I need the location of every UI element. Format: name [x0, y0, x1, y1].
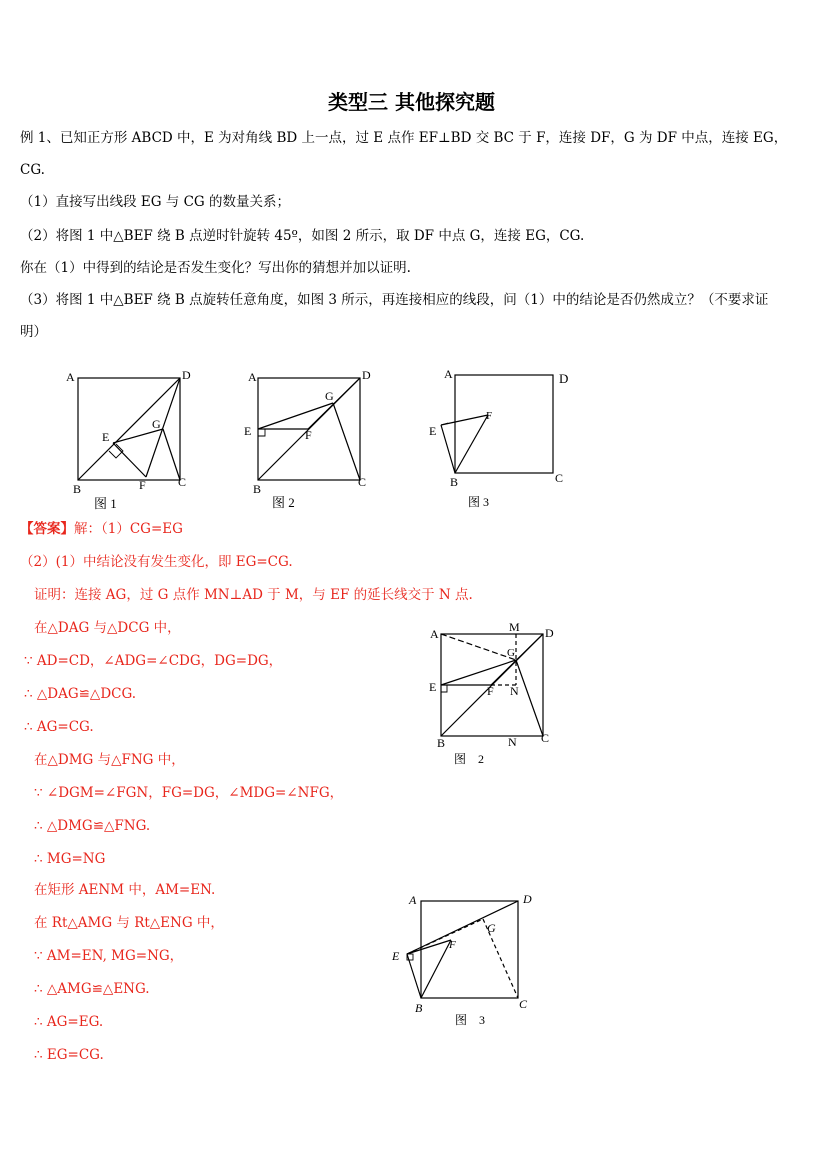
fig2b-label-d: D: [545, 626, 554, 640]
fig3-label-f: F: [486, 410, 493, 422]
answer-line: 在△DAG 与△DCG 中，: [34, 620, 181, 636]
answer-tag: 【答案】: [20, 521, 74, 537]
answer-line: ∵ ∠DGM=∠FGN，FG=DG，∠MDG=∠NFG，: [34, 785, 344, 801]
answer-first-line: [20, 519, 183, 539]
problem-line-1: 例 1、已知正方形 ABCD 中，E 为对角线 BD 上一点，过 E 点作 EF⊥BD 交 BC 于 F，连接 DF，G 为 DF 中点，连接 EG，: [20, 130, 788, 146]
fig1-label-a: A: [66, 370, 75, 384]
answer-line: ∴ AG=CG.: [24, 719, 94, 735]
figure-2: [240, 365, 380, 510]
question-3-line-1: （3）将图 1 中△BEF 绕 B 点旋转任意角度，如图 3 所示，再连接相应的线段，问（1）中的结论是否仍然成立？（不要求证: [20, 292, 769, 308]
fig1-label-c: C: [178, 475, 187, 489]
fig2-label-g: G: [325, 389, 334, 403]
fig1-label-g: G: [152, 417, 161, 431]
fig2b-caption: 图 2: [454, 752, 485, 766]
fig3b-label-g: G: [487, 921, 496, 935]
answer-line: ∵ AM=EN, MG=NG，: [34, 948, 184, 964]
fig2-label-e: E: [244, 424, 252, 438]
fig2b-label-a: A: [430, 627, 439, 641]
fig2b-label-n-lower: N: [508, 735, 517, 749]
fig2-label-d: D: [362, 368, 371, 382]
fig1-label-b: B: [73, 482, 82, 496]
fig3b-label-e: E: [392, 949, 400, 963]
answer-line: 在矩形 AENM 中，AM=EN.: [34, 882, 216, 898]
answer-line: 在 Rt△AMG 与 Rt△ENG 中，: [34, 915, 224, 931]
fig2b-label-m: M: [509, 620, 520, 634]
figure-1: [60, 365, 205, 520]
question-3-line-2: 明）: [20, 324, 47, 340]
fig3-label-d: D: [559, 371, 569, 386]
question-1: （1）直接写出线段 EG 与 CG 的数量关系；: [20, 194, 291, 210]
page-title: 类型三 其他探究题: [328, 90, 495, 114]
fig3-label-b: B: [450, 475, 459, 489]
figure-2-answer: [420, 618, 570, 768]
fig2-label-a: A: [248, 370, 257, 384]
fig2-label-f: F: [305, 428, 312, 442]
question-2: （2）将图 1 中△BEF 绕 B 点逆时针旋转 45º，如图 2 所示，取 DF 中点 G，连接 EG，CG.: [20, 228, 585, 244]
fig1-caption: 图 1: [94, 496, 117, 511]
fig3b-label-b: B: [415, 1001, 423, 1015]
fig1-label-e: E: [102, 430, 110, 444]
answer-line: 证明：连接 AG，过 G 点作 MN⊥AD 于 M，与 EF 的延长线交于 N 点.: [34, 587, 473, 603]
fig2-caption: 图 2: [272, 495, 295, 510]
fig1-label-f: F: [139, 478, 146, 492]
fig2b-label-g: G: [507, 647, 515, 659]
answer-line: （2）(1）中结论没有发生变化，即 EG=CG.: [20, 554, 293, 570]
answer-line: ∴ MG=NG: [34, 851, 106, 867]
fig3-label-a: A: [444, 367, 453, 381]
fig3b-label-a: A: [409, 893, 417, 907]
answer-line: 在△DMG 与△FNG 中，: [34, 752, 185, 768]
fig2b-label-n-upper: N: [510, 684, 519, 698]
fig3-caption: 图 3: [468, 495, 490, 509]
fig3b-label-c: C: [519, 997, 528, 1011]
figure-3-answer: [385, 888, 545, 1038]
fig3-label-e: E: [429, 424, 437, 438]
figure-3: [420, 365, 580, 515]
answer-line: ∴ △AMG≌△ENG.: [34, 981, 150, 997]
answer-line: ∴ △DAG≌△DCG.: [24, 686, 137, 702]
fig2b-label-f: F: [487, 684, 494, 698]
fig2-label-b: B: [253, 482, 262, 496]
fig2b-label-e: E: [429, 680, 437, 694]
question-2-followup: 你在（1）中得到的结论是否发生变化？写出你的猜想并加以证明.: [20, 260, 411, 276]
fig2b-label-c: C: [541, 731, 550, 745]
answer-line: ∵ AD=CD，∠ADG=∠CDG，DG=DG，: [24, 653, 283, 669]
answer-line: ∴ EG=CG.: [34, 1047, 104, 1063]
problem-line-2: CG.: [20, 162, 45, 178]
fig1-label-d: D: [182, 368, 191, 382]
fig2-label-c: C: [358, 475, 367, 489]
fig3b-caption: 图 3: [455, 1013, 486, 1027]
fig2b-label-b: B: [437, 736, 446, 750]
answer-part-1: 解：（1）CG=EG: [74, 521, 183, 537]
fig3b-label-f: F: [449, 939, 456, 951]
answer-line: ∴ AG=EG.: [34, 1014, 104, 1030]
answer-line: ∴ △DMG≌△FNG.: [34, 818, 151, 834]
fig3-label-c: C: [555, 471, 564, 485]
fig3b-label-d: D: [523, 892, 532, 906]
